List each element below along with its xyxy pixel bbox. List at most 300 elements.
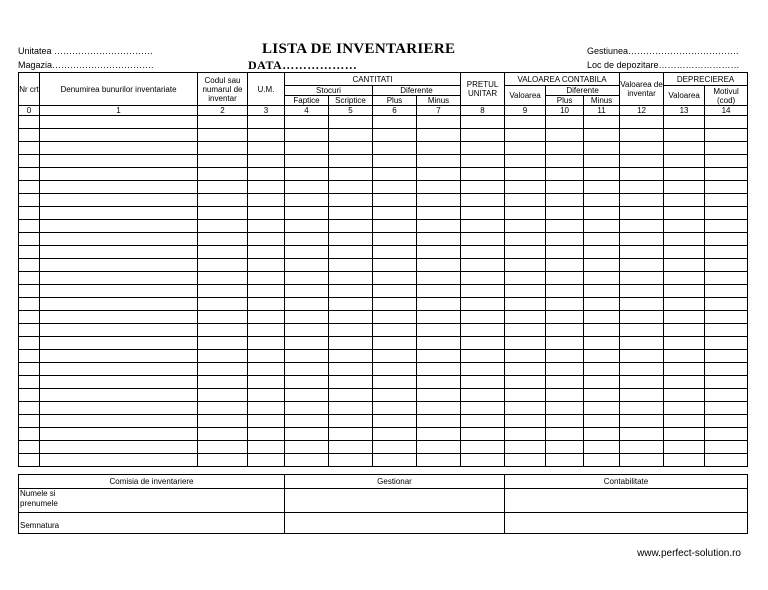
table-cell[interactable] [248,441,285,454]
table-cell[interactable] [198,194,248,207]
table-cell[interactable] [198,376,248,389]
table-cell[interactable] [329,220,373,233]
table-cell[interactable] [461,415,505,428]
table-cell[interactable] [461,454,505,467]
table-cell[interactable] [198,116,248,129]
table-cell[interactable] [248,142,285,155]
table-cell[interactable] [285,454,329,467]
table-cell[interactable] [40,194,198,207]
table-cell[interactable] [285,350,329,363]
table-cell[interactable] [248,363,285,376]
table-cell[interactable] [373,402,417,415]
table-cell[interactable] [620,363,664,376]
table-cell[interactable] [19,129,40,142]
table-cell[interactable] [705,181,748,194]
table-cell[interactable] [329,337,373,350]
table-cell[interactable] [329,181,373,194]
table-cell[interactable] [620,350,664,363]
table-cell[interactable] [546,220,584,233]
table-cell[interactable] [285,155,329,168]
table-cell[interactable] [461,155,505,168]
table-cell[interactable] [546,181,584,194]
table-cell[interactable] [285,233,329,246]
table-cell[interactable] [584,350,620,363]
table-cell[interactable] [584,233,620,246]
table-cell[interactable] [198,142,248,155]
table-cell[interactable] [705,129,748,142]
table-cell[interactable] [198,324,248,337]
table-cell[interactable] [373,259,417,272]
table-cell[interactable] [285,415,329,428]
table-cell[interactable] [248,389,285,402]
table-cell[interactable] [373,337,417,350]
table-cell[interactable] [329,298,373,311]
table-cell[interactable] [373,428,417,441]
table-cell[interactable] [248,311,285,324]
table-cell[interactable] [40,259,198,272]
table-cell[interactable] [373,116,417,129]
table-cell[interactable] [546,194,584,207]
table-cell[interactable] [417,454,461,467]
table-cell[interactable] [19,415,40,428]
table-cell[interactable] [19,363,40,376]
table-cell[interactable] [417,350,461,363]
table-cell[interactable] [417,415,461,428]
table-cell[interactable] [664,142,705,155]
table-cell[interactable] [546,402,584,415]
table-cell[interactable] [40,337,198,350]
table-cell[interactable] [505,428,546,441]
table-cell[interactable] [664,311,705,324]
table-cell[interactable] [40,441,198,454]
table-cell[interactable] [19,350,40,363]
table-cell[interactable] [285,129,329,142]
table-cell[interactable] [584,129,620,142]
table-cell[interactable] [620,116,664,129]
table-cell[interactable] [705,337,748,350]
table-cell[interactable] [373,207,417,220]
table-cell[interactable] [285,363,329,376]
table-cell[interactable] [705,272,748,285]
table-cell[interactable] [373,363,417,376]
contabilitate-signature-cell[interactable] [505,513,748,534]
table-cell[interactable] [584,324,620,337]
table-cell[interactable] [40,350,198,363]
table-cell[interactable] [584,168,620,181]
table-cell[interactable] [664,376,705,389]
table-cell[interactable] [505,129,546,142]
table-cell[interactable] [198,220,248,233]
table-cell[interactable] [40,285,198,298]
table-cell[interactable] [198,207,248,220]
table-cell[interactable] [461,402,505,415]
table-cell[interactable] [19,142,40,155]
table-cell[interactable] [461,363,505,376]
table-cell[interactable] [248,337,285,350]
table-cell[interactable] [373,129,417,142]
table-cell[interactable] [248,116,285,129]
table-cell[interactable] [417,233,461,246]
table-cell[interactable] [620,415,664,428]
table-cell[interactable] [664,220,705,233]
table-cell[interactable] [248,207,285,220]
table-cell[interactable] [373,415,417,428]
table-cell[interactable] [19,337,40,350]
table-cell[interactable] [40,454,198,467]
table-cell[interactable] [285,324,329,337]
table-cell[interactable] [620,142,664,155]
table-cell[interactable] [620,233,664,246]
table-cell[interactable] [664,324,705,337]
table-cell[interactable] [285,207,329,220]
table-cell[interactable] [546,259,584,272]
table-cell[interactable] [584,246,620,259]
table-cell[interactable] [417,181,461,194]
table-cell[interactable] [329,311,373,324]
table-cell[interactable] [505,259,546,272]
table-cell[interactable] [584,454,620,467]
table-cell[interactable] [285,220,329,233]
table-cell[interactable] [461,324,505,337]
table-cell[interactable] [198,402,248,415]
table-cell[interactable] [373,298,417,311]
table-cell[interactable] [620,298,664,311]
table-cell[interactable] [373,181,417,194]
table-cell[interactable] [248,233,285,246]
table-cell[interactable] [329,155,373,168]
table-cell[interactable] [584,402,620,415]
table-cell[interactable] [248,246,285,259]
table-cell[interactable] [705,142,748,155]
table-cell[interactable] [546,363,584,376]
table-cell[interactable] [248,272,285,285]
table-cell[interactable] [584,285,620,298]
table-cell[interactable] [461,285,505,298]
table-cell[interactable] [546,337,584,350]
table-cell[interactable] [664,181,705,194]
table-cell[interactable] [620,155,664,168]
table-cell[interactable] [461,194,505,207]
table-cell[interactable] [461,181,505,194]
table-cell[interactable] [417,298,461,311]
table-cell[interactable] [584,155,620,168]
table-cell[interactable] [664,389,705,402]
table-cell[interactable] [198,155,248,168]
table-cell[interactable] [546,389,584,402]
table-cell[interactable] [505,142,546,155]
table-cell[interactable] [417,389,461,402]
table-cell[interactable] [248,181,285,194]
table-cell[interactable] [19,428,40,441]
table-cell[interactable] [620,324,664,337]
table-cell[interactable] [329,428,373,441]
table-cell[interactable] [285,389,329,402]
table-cell[interactable] [505,298,546,311]
table-cell[interactable] [198,311,248,324]
table-cell[interactable] [584,389,620,402]
table-cell[interactable] [417,116,461,129]
table-cell[interactable] [40,246,198,259]
table-cell[interactable] [329,376,373,389]
table-cell[interactable] [198,129,248,142]
table-cell[interactable] [505,376,546,389]
table-cell[interactable] [285,298,329,311]
table-cell[interactable] [373,168,417,181]
table-cell[interactable] [620,272,664,285]
table-cell[interactable] [417,376,461,389]
table-cell[interactable] [19,207,40,220]
table-cell[interactable] [248,220,285,233]
table-cell[interactable] [505,181,546,194]
table-cell[interactable] [417,363,461,376]
table-cell[interactable] [705,298,748,311]
table-cell[interactable] [417,129,461,142]
table-cell[interactable] [546,311,584,324]
table-cell[interactable] [505,337,546,350]
table-cell[interactable] [705,246,748,259]
table-cell[interactable] [198,337,248,350]
table-cell[interactable] [664,194,705,207]
table-cell[interactable] [505,246,546,259]
table-cell[interactable] [505,155,546,168]
table-cell[interactable] [198,389,248,402]
table-cell[interactable] [546,272,584,285]
table-cell[interactable] [505,454,546,467]
table-cell[interactable] [705,428,748,441]
table-cell[interactable] [329,454,373,467]
table-cell[interactable] [417,324,461,337]
table-cell[interactable] [198,350,248,363]
table-cell[interactable] [461,220,505,233]
table-cell[interactable] [705,155,748,168]
table-cell[interactable] [461,168,505,181]
table-cell[interactable] [198,285,248,298]
table-cell[interactable] [461,207,505,220]
table-cell[interactable] [505,441,546,454]
table-cell[interactable] [19,402,40,415]
table-cell[interactable] [329,233,373,246]
table-cell[interactable] [505,272,546,285]
table-cell[interactable] [373,454,417,467]
table-cell[interactable] [505,233,546,246]
table-cell[interactable] [705,220,748,233]
table-cell[interactable] [505,415,546,428]
table-cell[interactable] [505,363,546,376]
table-cell[interactable] [546,129,584,142]
table-cell[interactable] [620,220,664,233]
table-cell[interactable] [417,142,461,155]
table-cell[interactable] [40,428,198,441]
table-cell[interactable] [546,246,584,259]
table-cell[interactable] [329,129,373,142]
table-cell[interactable] [19,194,40,207]
table-cell[interactable] [373,389,417,402]
table-cell[interactable] [584,142,620,155]
table-cell[interactable] [546,298,584,311]
table-cell[interactable] [19,259,40,272]
table-cell[interactable] [373,376,417,389]
table-cell[interactable] [584,207,620,220]
table-cell[interactable] [19,311,40,324]
table-cell[interactable] [620,311,664,324]
table-cell[interactable] [505,116,546,129]
table-cell[interactable] [505,389,546,402]
table-cell[interactable] [584,415,620,428]
table-cell[interactable] [329,415,373,428]
table-cell[interactable] [40,116,198,129]
table-cell[interactable] [19,454,40,467]
table-cell[interactable] [461,246,505,259]
table-cell[interactable] [461,272,505,285]
table-cell[interactable] [248,350,285,363]
table-cell[interactable] [329,142,373,155]
table-cell[interactable] [664,350,705,363]
table-cell[interactable] [546,168,584,181]
table-cell[interactable] [664,298,705,311]
table-cell[interactable] [40,272,198,285]
contabilitate-name-cell[interactable] [505,489,748,513]
table-cell[interactable] [417,402,461,415]
table-cell[interactable] [417,285,461,298]
table-cell[interactable] [461,129,505,142]
table-cell[interactable] [198,272,248,285]
table-cell[interactable] [373,155,417,168]
table-cell[interactable] [373,324,417,337]
table-cell[interactable] [19,168,40,181]
table-cell[interactable] [461,298,505,311]
table-cell[interactable] [417,194,461,207]
table-cell[interactable] [461,376,505,389]
table-cell[interactable] [546,155,584,168]
gestionar-signature-cell[interactable] [285,513,505,534]
table-cell[interactable] [40,129,198,142]
table-cell[interactable] [19,246,40,259]
table-cell[interactable] [461,337,505,350]
table-cell[interactable] [19,298,40,311]
table-cell[interactable] [285,428,329,441]
table-cell[interactable] [620,129,664,142]
table-cell[interactable] [373,311,417,324]
table-cell[interactable] [461,311,505,324]
table-cell[interactable] [19,116,40,129]
table-cell[interactable] [664,363,705,376]
table-cell[interactable] [329,402,373,415]
table-cell[interactable] [505,207,546,220]
table-cell[interactable] [198,363,248,376]
table-cell[interactable] [19,181,40,194]
table-cell[interactable] [461,389,505,402]
table-cell[interactable] [329,389,373,402]
table-cell[interactable] [248,402,285,415]
table-cell[interactable] [546,324,584,337]
table-cell[interactable] [198,441,248,454]
table-cell[interactable] [620,168,664,181]
table-cell[interactable] [373,246,417,259]
table-cell[interactable] [40,415,198,428]
table-cell[interactable] [461,233,505,246]
table-cell[interactable] [584,311,620,324]
table-cell[interactable] [19,220,40,233]
table-cell[interactable] [705,324,748,337]
table-cell[interactable] [505,220,546,233]
table-cell[interactable] [285,441,329,454]
table-cell[interactable] [620,194,664,207]
table-cell[interactable] [417,259,461,272]
table-cell[interactable] [373,233,417,246]
table-cell[interactable] [198,181,248,194]
table-cell[interactable] [285,285,329,298]
table-cell[interactable] [546,350,584,363]
table-cell[interactable] [461,142,505,155]
table-cell[interactable] [705,285,748,298]
table-cell[interactable] [198,168,248,181]
table-cell[interactable] [584,181,620,194]
table-cell[interactable] [329,441,373,454]
table-cell[interactable] [329,116,373,129]
table-cell[interactable] [417,155,461,168]
table-cell[interactable] [19,155,40,168]
table-cell[interactable] [546,116,584,129]
table-cell[interactable] [461,350,505,363]
table-cell[interactable] [705,233,748,246]
table-cell[interactable] [584,337,620,350]
table-cell[interactable] [620,454,664,467]
table-cell[interactable] [329,272,373,285]
table-cell[interactable] [505,168,546,181]
table-cell[interactable] [505,285,546,298]
table-cell[interactable] [285,376,329,389]
table-cell[interactable] [373,142,417,155]
table-cell[interactable] [40,389,198,402]
table-cell[interactable] [285,246,329,259]
table-cell[interactable] [417,220,461,233]
table-cell[interactable] [248,168,285,181]
table-cell[interactable] [285,337,329,350]
table-cell[interactable] [546,376,584,389]
table-cell[interactable] [546,415,584,428]
table-cell[interactable] [620,207,664,220]
table-cell[interactable] [373,194,417,207]
table-cell[interactable] [417,246,461,259]
table-cell[interactable] [19,233,40,246]
table-cell[interactable] [417,207,461,220]
table-cell[interactable] [620,285,664,298]
table-cell[interactable] [285,311,329,324]
table-cell[interactable] [40,298,198,311]
table-cell[interactable] [461,441,505,454]
table-cell[interactable] [248,324,285,337]
table-cell[interactable] [285,272,329,285]
table-cell[interactable] [664,233,705,246]
table-cell[interactable] [620,337,664,350]
table-cell[interactable] [664,428,705,441]
table-cell[interactable] [620,402,664,415]
table-cell[interactable] [329,350,373,363]
table-cell[interactable] [705,194,748,207]
table-cell[interactable] [198,428,248,441]
table-cell[interactable] [664,415,705,428]
table-cell[interactable] [198,246,248,259]
table-cell[interactable] [417,337,461,350]
table-cell[interactable] [19,324,40,337]
table-cell[interactable] [546,285,584,298]
table-cell[interactable] [620,246,664,259]
table-cell[interactable] [664,116,705,129]
table-cell[interactable] [546,207,584,220]
table-cell[interactable] [505,402,546,415]
table-cell[interactable] [19,272,40,285]
table-cell[interactable] [546,428,584,441]
